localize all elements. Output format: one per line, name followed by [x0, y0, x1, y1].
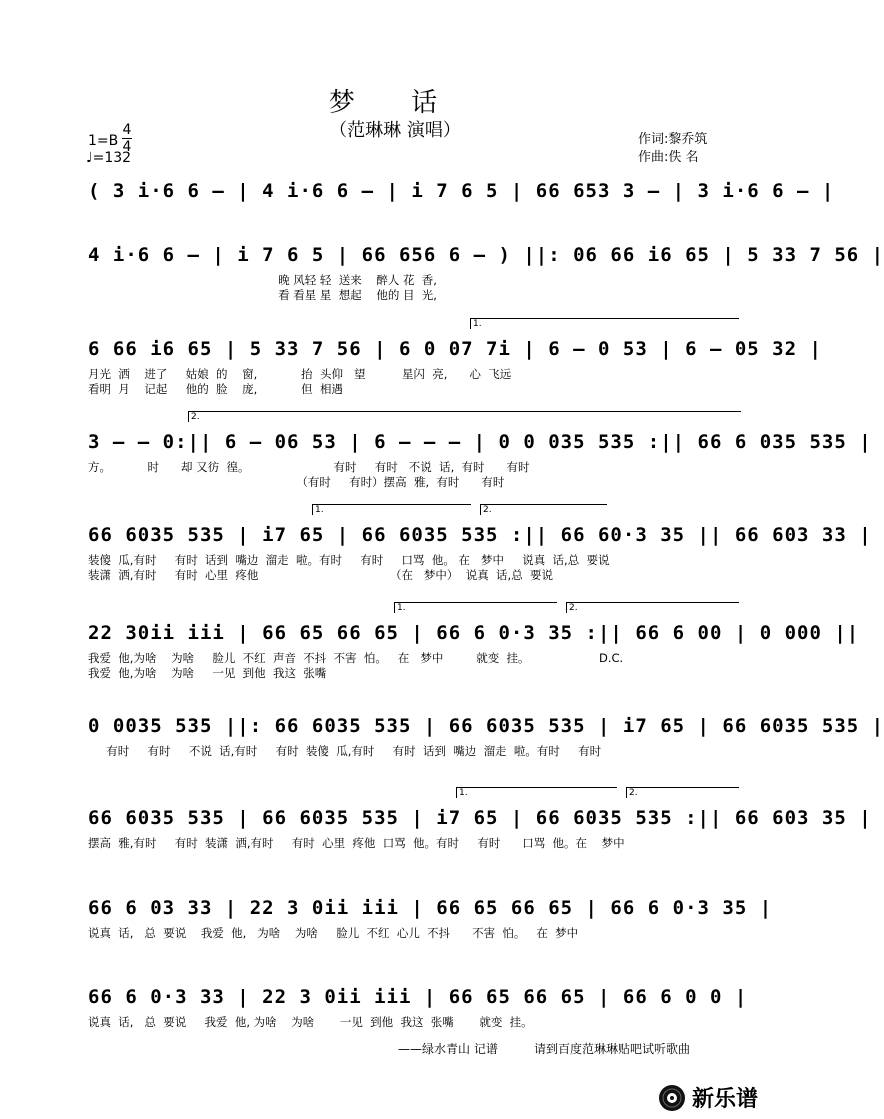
- volta-bracket: 2.: [480, 504, 607, 515]
- notation-line: 4 i·6 6 – | i 7 6 5 | 66 656 6 – ) ||: 06 66 i6 65 | 5 33 7 56 |: [88, 244, 884, 266]
- notation-line: 6 66 i6 65 | 5 33 7 56 | 6 0 07 7i | 6 – 0 53 | 6 – 05 32 |: [88, 338, 822, 360]
- composer-credit: 作曲:佚 名: [638, 150, 699, 165]
- vinyl-record-icon: [658, 1084, 686, 1112]
- key-signature: 1=B: [88, 133, 119, 149]
- volta-bracket: 1.: [312, 504, 471, 515]
- meter-top: 4: [122, 122, 132, 138]
- lyric-verse-1: 说真 话, 总 要说 我爱 他, 为啥 为啥 脸儿 不红 心儿 不抖 不害 怕。 在 梦中: [88, 926, 579, 940]
- notation-line: 66 6035 535 | 66 6035 535 | i7 65 | 66 6035 535 :|| 66 603 35 |: [88, 807, 872, 829]
- lyric-verse-1: 有时 有时 不说 话,有时 有时 装傻 瓜,有时 有时 话到 嘴边 溜走 啦。有时 有时: [88, 744, 602, 758]
- lyric-verse-1: 摆高 雅,有时 有时 装潇 洒,有时 有时 心里 疼他 口骂 他。有时 有时 口骂 他。在 梦中: [88, 836, 625, 850]
- volta-bracket: 2.: [566, 602, 739, 613]
- notation-line: 22 30ii iii | 66 65 66 65 | 66 6 0·3 35 :|| 66 6 00 | 0 000 ||: [88, 622, 860, 644]
- lyric-verse-1: 方。 时 却 又彷 徨。 有时 有时 不说 话, 有时 有时: [88, 460, 530, 474]
- page-title: 梦 话: [328, 88, 462, 118]
- meter-bottom: 4: [122, 139, 132, 155]
- logo-text: 新乐谱: [692, 1087, 759, 1112]
- notation-line: 66 6 03 33 | 22 3 0ii iii | 66 65 66 65 | 66 6 0·3 35 |: [88, 897, 773, 919]
- tempo-marking: [86, 150, 131, 166]
- transcriber-credit: ——绿水青山 记谱: [398, 1042, 498, 1056]
- lyric-verse-2: 看 看星 星 想起 他的 目 光,: [88, 288, 437, 302]
- performer-subtitle: （范琳琳 演唱）: [329, 120, 461, 141]
- site-logo[interactable]: [658, 1082, 758, 1113]
- lyric-verse-2: 我爱 他,为啥 为啥 一见 到他 我这 张嘴: [88, 666, 327, 680]
- lyric-verse-1: 说真 话, 总 要说 我爱 他, 为啥 为啥 一见 到他 我这 张嘴 就变 挂。: [88, 1015, 533, 1029]
- lyricist-credit: 作词:黎乔筑: [638, 132, 708, 147]
- volta-bracket: 2.: [188, 411, 741, 422]
- lyric-verse-2: 装潇 洒,有时 有时 心里 疼他 （在 梦中） 说真 话,总 要说: [88, 568, 554, 582]
- lyric-verse-1: 晚 风轻 轻 送来 醉人 花 香,: [88, 273, 437, 287]
- notation-line: 66 6 0·3 33 | 22 3 0ii iii | 66 65 66 65 | 66 6 0 0 |: [88, 986, 748, 1008]
- volta-bracket: 2.: [626, 787, 739, 798]
- listen-note: 请到百度范琳琳贴吧试听歌曲: [534, 1042, 691, 1056]
- notation-line: 66 6035 535 | i7 65 | 66 6035 535 :|| 66 60·3 35 || 66 603 33 |: [88, 524, 872, 546]
- tempo-value: =132: [92, 150, 132, 166]
- notation-line: 0 0035 535 ||: 66 6035 535 | 66 6035 535 | i7 65 | 66 6035 535 |: [88, 715, 884, 737]
- lyric-verse-2: （有时 有时）摆高 雅, 有时 有时: [88, 475, 505, 489]
- quarter-note-icon: ♩: [86, 150, 93, 166]
- lyric-verse-1: 我爱 他,为啥 为啥 脸儿 不红 声音 不抖 不害 怕。 在 梦中 就变 挂。 D.C.: [88, 651, 624, 665]
- volta-bracket: 1.: [456, 787, 617, 798]
- volta-bracket: 1.: [394, 602, 557, 613]
- notation-line: 3 – – 0:|| 6 – 06 53 | 6 – – – | 0 0 035 535 :|| 66 6 035 535 |: [88, 431, 872, 453]
- notation-line: ( 3 i·6 6 – | 4 i·6 6 – | i 7 6 5 | 66 653 3 – | 3 i·6 6 – |: [88, 180, 835, 202]
- lyric-verse-1: 装傻 瓜,有时 有时 话到 嘴边 溜走 啦。有时 有时 口骂 他。 在 梦中 说真 话,总 要说: [88, 553, 610, 567]
- volta-bracket: 1.: [470, 318, 739, 329]
- lyric-verse-1: 月光 洒 进了 姑娘 的 窗, 抬 头仰 望 星闪 亮, 心 飞远: [88, 367, 512, 381]
- lyric-verse-2: 看明 月 记起 他的 脸 庞, 但 相遇: [88, 382, 343, 396]
